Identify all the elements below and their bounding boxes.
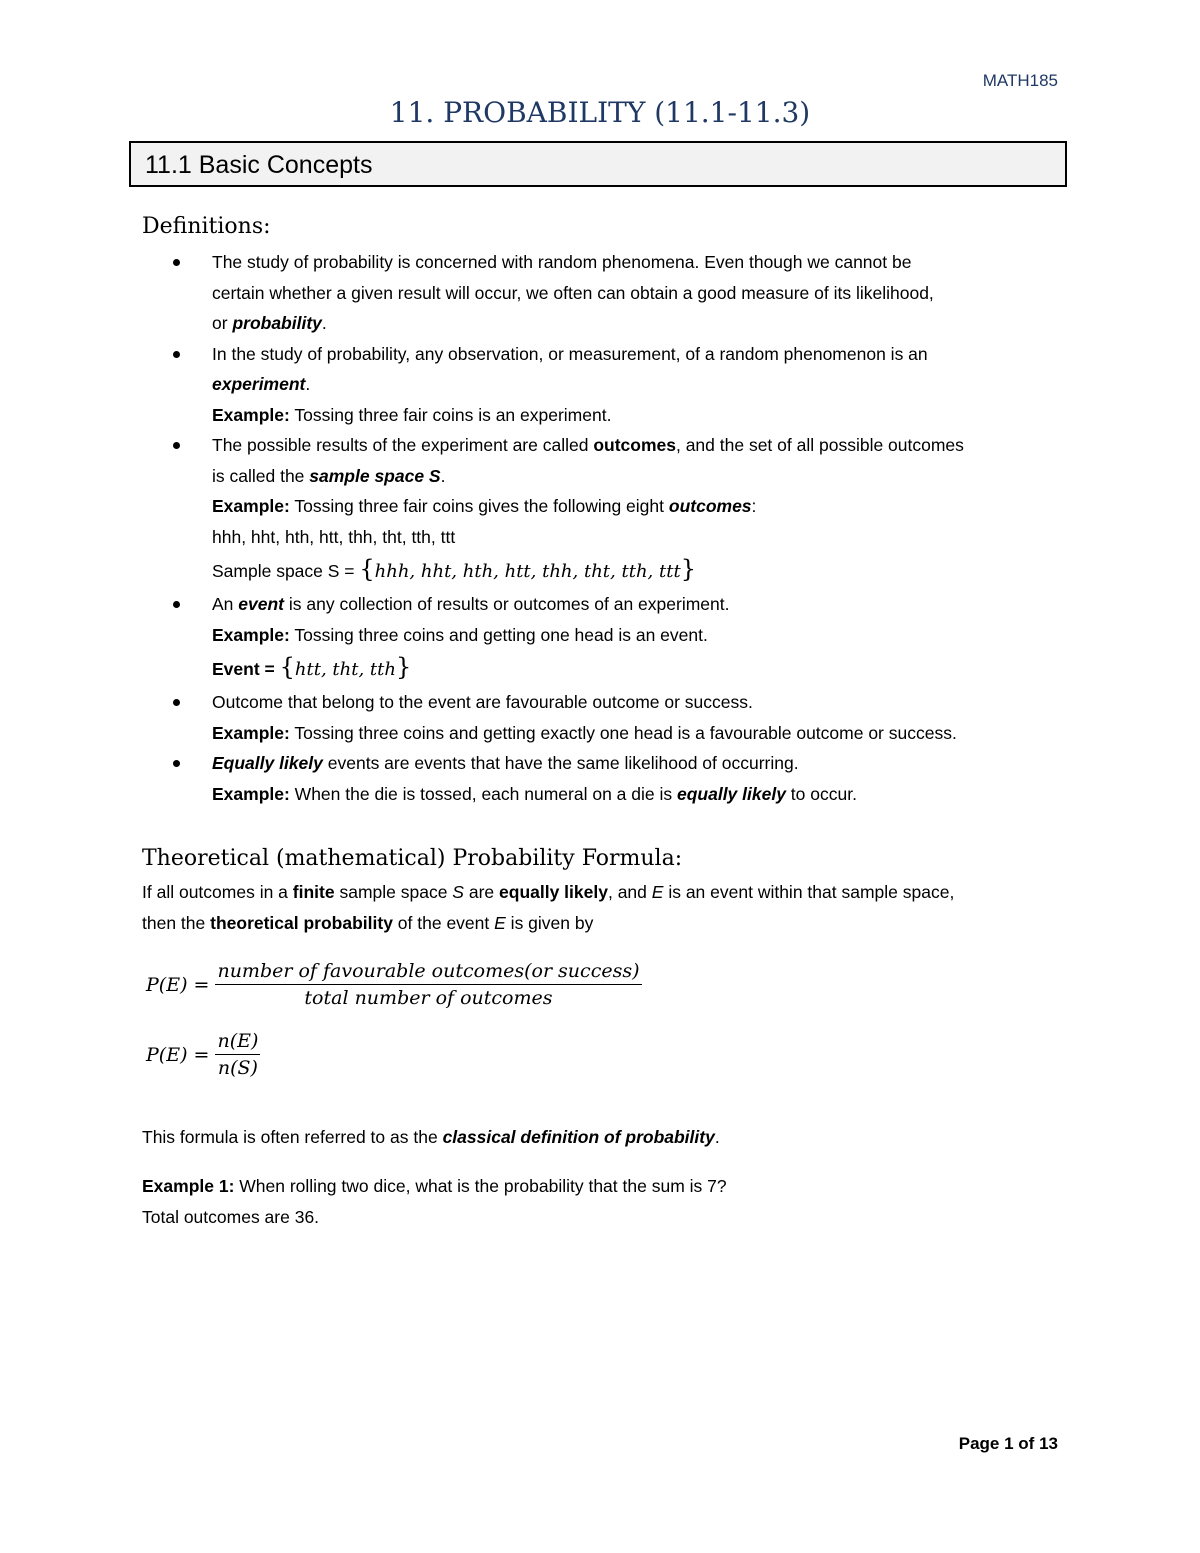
term-outcomes: outcomes (593, 435, 676, 455)
outcome-list: hhh, hht, hth, htt, thh, tht, tth, ttt (212, 526, 456, 547)
fraction (215, 1030, 260, 1079)
text-line: In the study of probability, any observation, or measurement, of a random phenomenon is an (212, 343, 928, 364)
page-number: Page 1 of 13 (958, 1434, 1058, 1453)
list-item (142, 430, 1072, 589)
event-set-line: Event = {htt, tht, tth} (212, 653, 412, 681)
term-equally-likely: Equally likely (212, 753, 323, 773)
bullet-icon (173, 601, 180, 608)
text-line: Equally likely events are events that have the same likelihood of occurring. (212, 753, 799, 773)
theory-paragraph-line: then the theoretical probability of the event E is given by (142, 913, 594, 933)
definitions-list (142, 247, 1072, 809)
example-line: Example: Tossing three coins and getting exactly one head is a favourable outcome or success. (212, 722, 957, 743)
term-probability: probability (232, 313, 322, 333)
event-set: htt, tht, tth (294, 659, 396, 680)
example-line: Example: Tossing three coins and getting one head is an event. (212, 624, 708, 645)
bullet-icon (173, 699, 180, 706)
fraction-denominator: total number of outcomes (304, 987, 553, 1009)
term-sample-space: sample space S (309, 465, 441, 486)
example-line: Example: When the die is tossed, each numeral on a die is equally likely to occur. (212, 783, 857, 804)
term-event: event (238, 594, 284, 614)
text-line: experiment. (212, 374, 311, 394)
example-1-total: Total outcomes are 36. (142, 1207, 320, 1227)
course-code: MATH185 (982, 71, 1058, 90)
theory-paragraph-line: If all outcomes in a finite sample space S are equally likely, and E is an event within that sample space, (142, 882, 955, 902)
classical-definition-line: This formula is often referred to as the classical definition of probability. (142, 1127, 720, 1147)
formula-lhs: P(E) = (146, 973, 210, 996)
example-line: Example: Tossing three fair coins gives the following eight outcomes: (212, 496, 757, 516)
term-experiment: experiment (212, 374, 306, 394)
definitions-heading: Definitions: (142, 214, 271, 239)
fraction-numerator: number of favourable outcomes(or success) (215, 960, 641, 985)
formula-verbal (146, 960, 642, 1009)
list-item (142, 247, 1072, 339)
fraction-numerator: n(E) (215, 1030, 260, 1055)
text-line: The possible results of the experiment are called outcomes, and the set of all possible outcomes (212, 435, 964, 455)
example-1-line: Example 1: When rolling two dice, what is the probability that the sum is 7? (142, 1176, 727, 1196)
list-item (142, 748, 1072, 809)
bullet-icon (173, 760, 180, 767)
fraction-denominator: n(S) (217, 1057, 258, 1079)
list-item (142, 339, 1072, 431)
list-item (142, 687, 1072, 748)
document-title: 11. PROBABILITY (11.1-11.3) (389, 96, 811, 129)
text-line: is called the sample space S. (212, 465, 446, 486)
formula-symbolic (146, 1030, 260, 1079)
fraction (215, 960, 641, 1009)
sample-space-set: hhh, hht, hth, htt, thh, tht, tth, ttt (374, 561, 681, 582)
text-line: Outcome that belong to the event are favourable outcome or success. (212, 692, 753, 712)
text-line: An event is any collection of results or outcomes of an experiment. (212, 594, 730, 614)
formula-lhs: P(E) = (146, 1043, 210, 1066)
bullet-icon (173, 259, 180, 266)
text-line: or probability. (212, 313, 327, 333)
bullet-icon (173, 442, 180, 449)
bullet-icon (173, 351, 180, 358)
example-line: Example: Tossing three fair coins is an experiment. (212, 404, 612, 425)
theory-heading: Theoretical (mathematical) Probability Formula: (142, 846, 683, 871)
text-line: The study of probability is concerned with random phenomena. Even though we cannot be (212, 252, 912, 272)
sample-space-line: Sample space S = {hhh, hht, hth, htt, thh, tht, tth, ttt} (212, 555, 696, 583)
list-item (142, 589, 1072, 687)
text-line: certain whether a given result will occur, we often can obtain a good measure of its likelihood, (212, 282, 934, 303)
section-header-box (129, 141, 1067, 187)
section-title: 11.1 Basic Concepts (145, 151, 373, 179)
